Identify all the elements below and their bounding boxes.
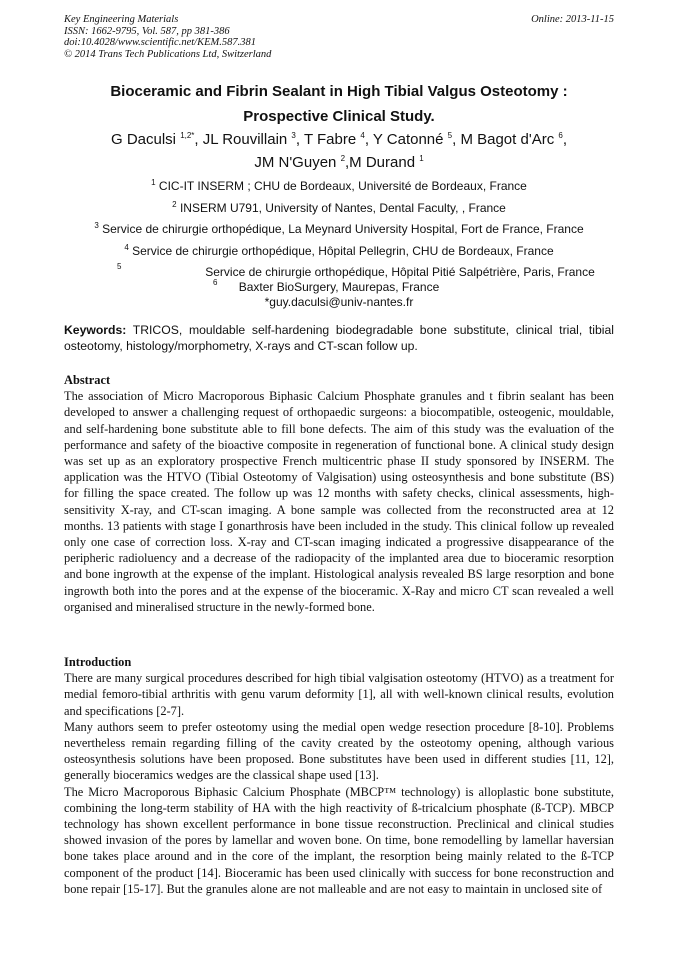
affiliation-number: 2 — [172, 200, 177, 209]
introduction-paragraph-3: The Micro Macroporous Biphasic Calcium Phosphate (MBCP™ technology) is alloplastic bone substitute, combining the long-term stability of HA with the high reactivity of ß-tricalcium phosphate (ß-TCP). MBCP technology has shown excellent performance in bone tissue reconstruction. Preclinical and clinical studies showed invasion of the pores by lamellar and woven bone. On time, bone remodelling by lamellar haversian bone takes place around and in the core of the implant, the resorption being mainly related to the ß-TCP component of the product [14]. Bioceramic has been used clinically with success for bone reconstruction and bone repair [15-17]. But the granules alone are not malleable and are not easy to maintain in unclosed site of — [64, 784, 614, 896]
author-affiliation-mark: 6 — [558, 131, 563, 140]
doi-line: doi:10.4028/www.scientific.net/KEM.587.381 — [64, 37, 256, 48]
title-line-2: Prospective Clinical Study. — [243, 108, 435, 125]
author-line-2 — [40, 151, 638, 174]
keywords-label: Keywords: — [64, 323, 127, 337]
author-name: , JL Rouvillain — [194, 131, 292, 148]
paper-title — [40, 79, 638, 129]
corresponding-email: *guy.daculsi@univ-nantes.fr — [264, 295, 414, 309]
issn-line: ISSN: 1662-9795, Vol. 587, pp 381-386 — [64, 25, 230, 37]
introduction-paragraph-2: Many authors seem to prefer osteotomy using the medial open wedge resection procedure [8-10]. Problems nevertheless remain regarding filling of the cavity created by the osteotomy opening, although various osteosynthesis solutions have been proposed. Bone substitutes have been used in different studies [11, 12], generally bioceramics wedges are the classical shape used [13]. — [64, 719, 614, 783]
author-name: , M Bagot d'Arc — [452, 131, 559, 148]
affiliation-text: INSERM U791, University of Nantes, Dental Faculty, , France — [176, 201, 506, 215]
affiliation-number: 5 — [117, 262, 122, 271]
affiliation-text: Service de chirurgie orthopédique, La Meynard University Hospital, Fort de France, France — [98, 222, 584, 236]
introduction-section — [64, 654, 614, 897]
online-date: Online: 2013-11-15 — [531, 14, 614, 25]
affiliation-5-number — [117, 263, 121, 278]
author-affiliation-mark: 2 — [340, 154, 346, 163]
author-list — [40, 128, 638, 174]
affiliation-6: Baxter BioSurgery, Maurepas, France — [238, 280, 440, 294]
abstract-text: The association of Micro Macroporous Biphasic Calcium Phosphate granules and t fibrin sealant has been developed to answer a challenging request of orthopaedic surgeons: a biocompatible, osteogenic, mouldable, and self-hardening bone substitute able to fill bone defects. The aim of this study was the evaluation of the performance and safety of the bioactive composite in regeneration of functional bone. A clinical study design was set up as an exploratory prospective French multicentric phase II study sponsored by INSERM. The application was the HTVO (Tibial Osteotomy of Valgisation) using osteosynthesis and bone substitute (BS) for filling the space created. The follow up was 12 months with safety checks, clinical assessments, high-sensitivity X-ray, and CT-scan imaging. A bone sample was collected from the reconstructed area at 12 months. 13 patients with stage I gonarthrosis have been included in the study. This clinical follow up revealed only one case of correction loss. X-ray and CT-scan imaging indicated a progressive disappearance of the peripheric radioluency and a decrease of the radiopacity of the implanted area due to bioceramic resorption and bone ingrowth at the expense of the implant. Histological analysis revealed BS large resorption and bone ingrowth both into the pores and at the expense of the bioceramic. X-Ray and micro CT scan revealed a well organised and mineralised structure in the newly-formed bone. — [64, 389, 614, 614]
author-line-1 — [40, 128, 638, 151]
author-affiliation-mark: 5 — [447, 131, 453, 140]
keywords-text: TRICOS, mouldable self-hardening biodegradable bone substitute, clinical trial, tibial osteotomy, histology/morphometry, X-rays and CT-scan follow up. — [64, 323, 614, 353]
abstract-section — [64, 372, 614, 615]
affiliation-number: 6 — [213, 278, 218, 287]
keywords — [64, 322, 614, 354]
author-affiliation-mark: 1 — [419, 154, 424, 163]
author-name: JM N'Guyen — [254, 154, 341, 171]
affiliation-4 — [40, 244, 638, 259]
introduction-paragraph-1: There are many surgical procedures described for high tibial valgisation osteotomy (HTVO) as a treatment for medial femoro-tibial arthritis with genu varum deformity [1], all with well-known clinical results, evolution and specifications [2-7]. — [64, 671, 614, 718]
author-name: , Y Catonné — [364, 131, 448, 148]
affiliation-2 — [40, 201, 638, 216]
affiliation-3 — [40, 222, 638, 237]
abstract-heading: Abstract — [64, 373, 111, 387]
author-name: , T Fabre — [295, 131, 361, 148]
affiliation-text: CIC-IT INSERM ; CHU de Bordeaux, Université de Bordeaux, France — [155, 179, 527, 193]
journal-name: Key Engineering Materials — [64, 14, 179, 25]
author-affiliation-mark: 3 — [291, 131, 296, 140]
author-affiliation-mark: 4 — [360, 131, 365, 140]
affiliation-text: Service de chirurgie orthopédique, Hôpital Pellegrin, CHU de Bordeaux, France — [128, 244, 554, 258]
title-line-1: Bioceramic and Fibrin Sealant in High Tibial Valgus Osteotomy : — [110, 83, 568, 100]
affiliation-5: Service de chirurgie orthopédique, Hôpital Pitié Salpétrière, Paris, France — [205, 265, 595, 279]
copyright-line: © 2014 Trans Tech Publications Ltd, Switzerland — [64, 48, 272, 60]
affiliation-1 — [40, 179, 638, 194]
author-name: ,M Durand — [345, 154, 420, 171]
author-name: G Daculsi — [111, 131, 181, 148]
affiliation-number: 1 — [151, 178, 156, 187]
introduction-heading: Introduction — [64, 655, 132, 669]
affiliation-number: 4 — [124, 243, 129, 252]
author-separator: , — [562, 131, 567, 148]
affiliation-number: 3 — [94, 221, 99, 230]
journal-header — [64, 14, 271, 60]
author-affiliation-mark: 1,2* — [180, 131, 195, 140]
